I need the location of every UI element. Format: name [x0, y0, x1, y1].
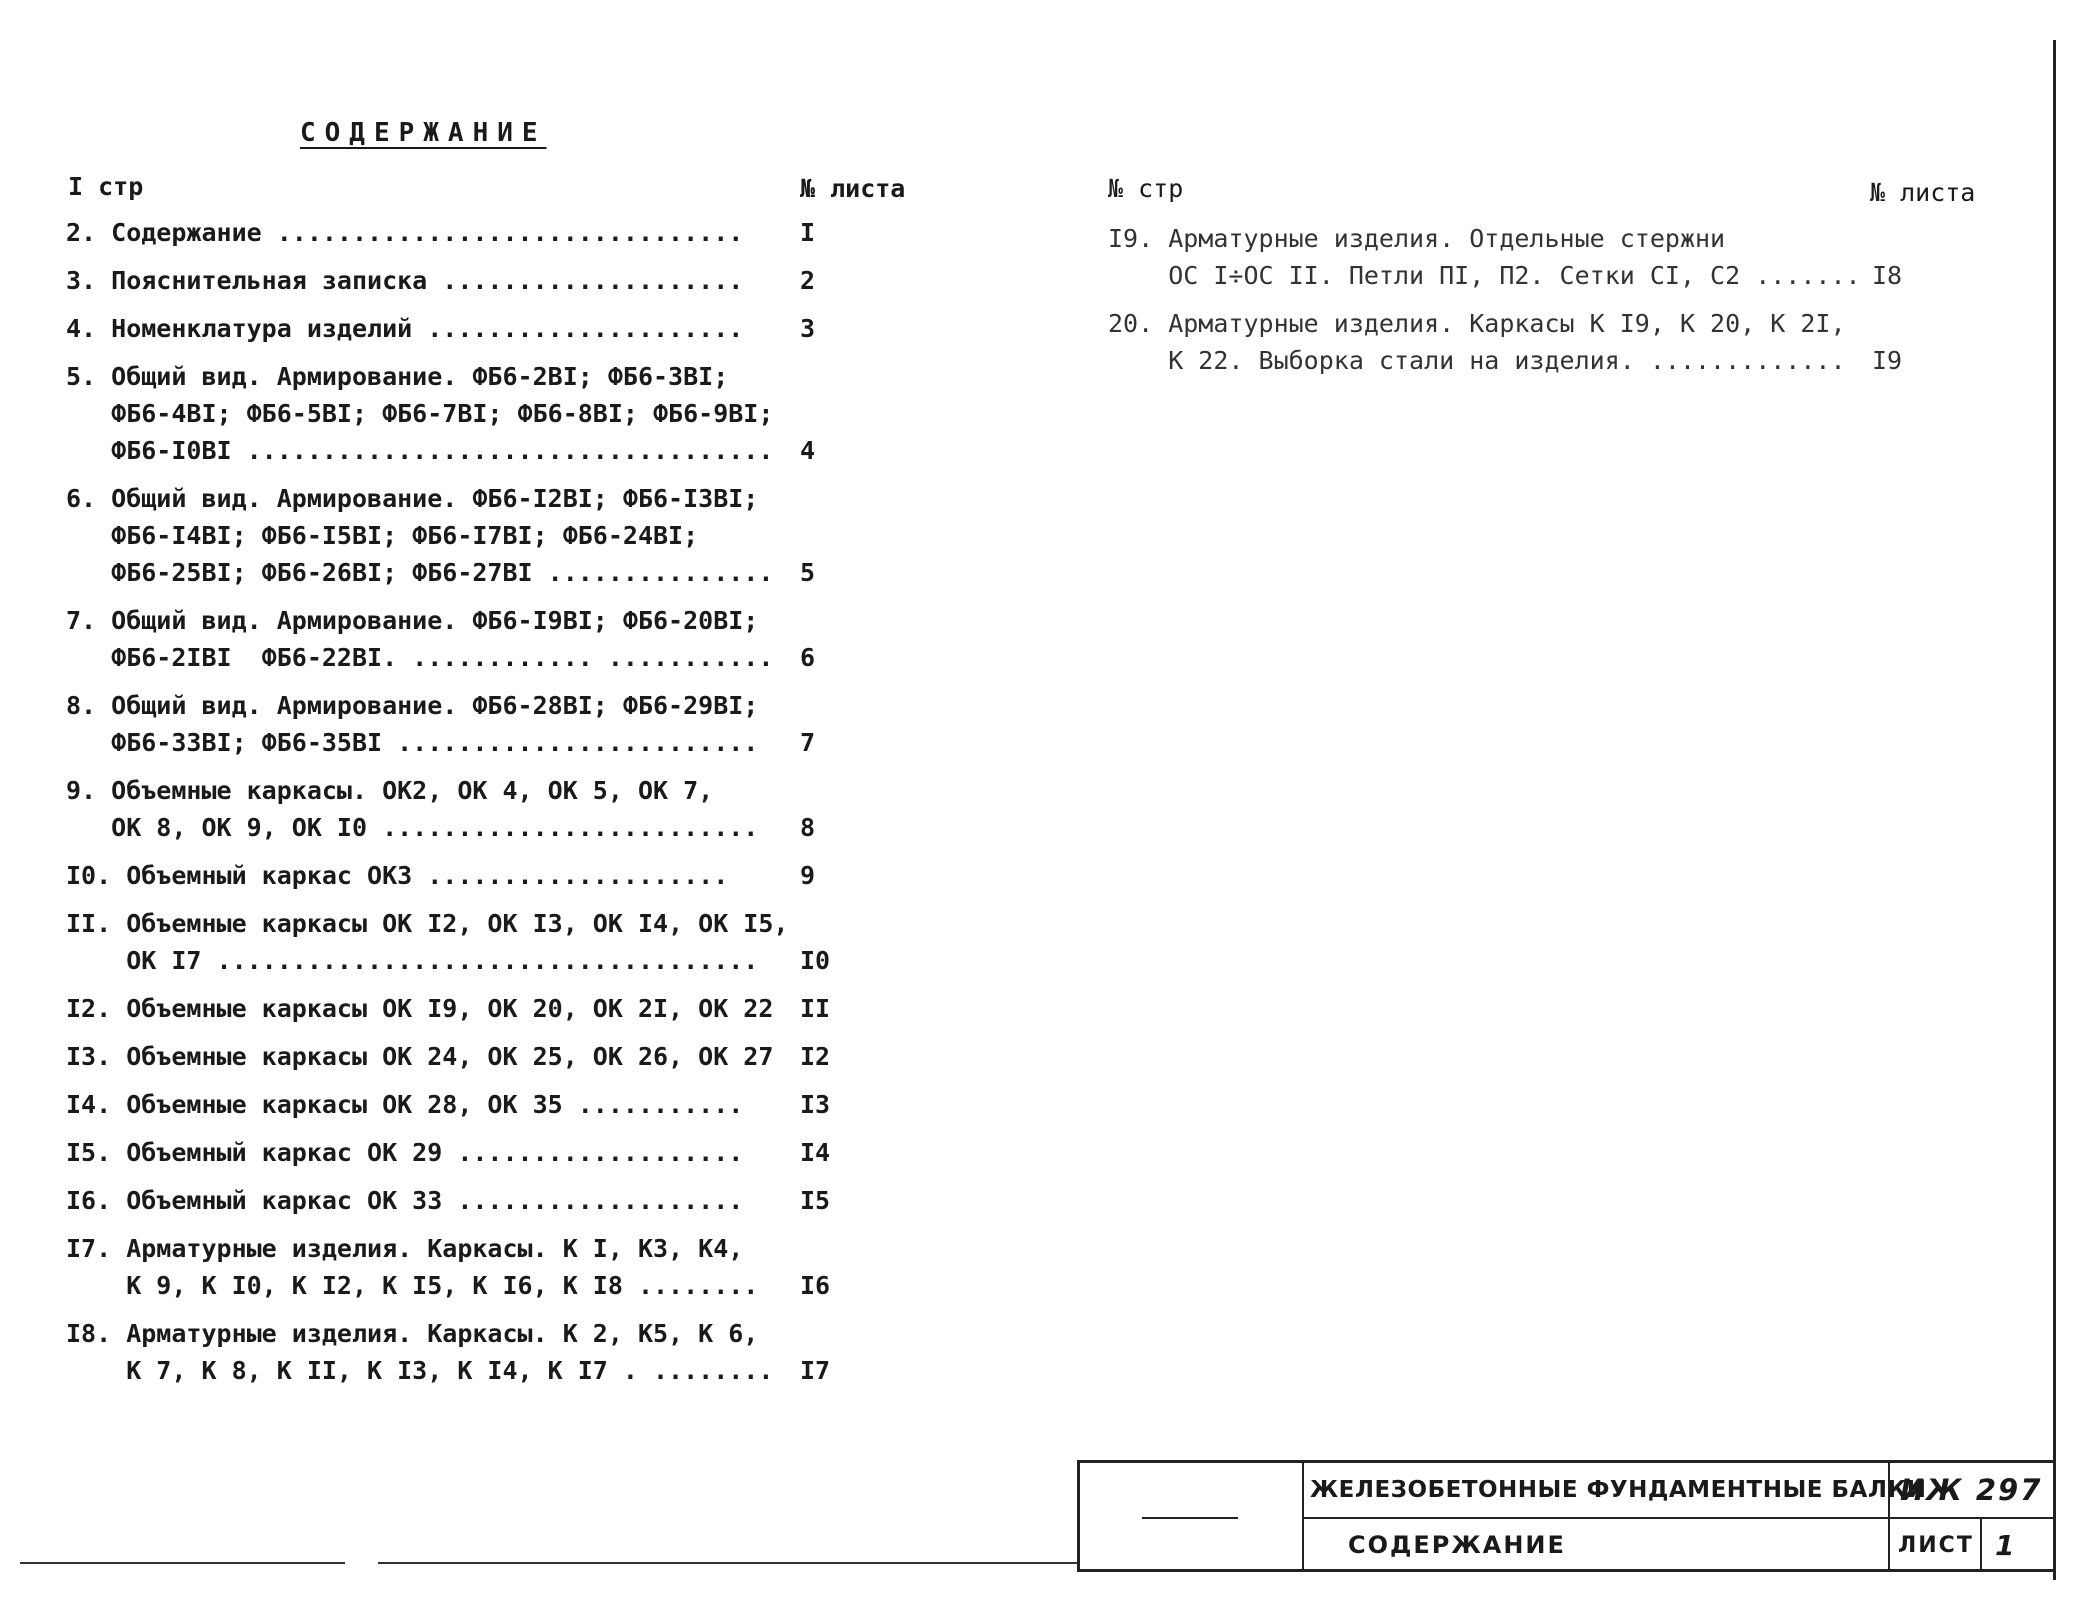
contents-entry-title: I2. Объемные каркасы ОК I9, ОК 20, ОК 2I, ОК 22 [66, 994, 774, 1023]
contents-entry-sheet-number: 7 [800, 728, 816, 757]
contents-entry-sheet-number: I9 [1872, 346, 1903, 375]
contents-entry-sheet-number: II [800, 994, 831, 1023]
contents-entry-title: I9. Арматурные изделия. Отдельные стержни ОС I÷ОС II. Петли ПI, П2. Сетки СI, С2 ....... [1108, 224, 1861, 290]
contents-entry [66, 1315, 860, 1389]
title-block [1077, 1460, 2053, 1572]
contents-entry-title: 4. Номенклатура изделий ..................... [66, 314, 744, 343]
contents-entry-title: 7. Общий вид. Армирование. ФБ6-I9ВI; ФБ6-20ВI; ФБ6-2IВI ФБ6-22ВI. ............ ........... [66, 606, 774, 672]
contents-entry-sheet-number: 3 [800, 314, 816, 343]
contents-entry-sheet-number: 5 [800, 558, 816, 587]
right-header-sheet-number: № листа [1870, 178, 1976, 207]
contents-entry-sheet-number: I7 [800, 1356, 831, 1385]
page-title: СОДЕРЖАНИЕ [300, 118, 547, 148]
contents-entry [66, 1134, 860, 1171]
contents-entry-sheet-number: 8 [800, 813, 816, 842]
contents-entry-title: I5. Объемный каркас ОК 29 ................... [66, 1138, 744, 1167]
contents-entry-sheet-number: 6 [800, 643, 816, 672]
contents-entry [66, 1230, 860, 1304]
title-block-sheet-label: ЛИСТ [1898, 1533, 1974, 1558]
contents-entry [66, 1038, 860, 1075]
contents-entry-title: 5. Общий вид. Армирование. ФБ6-2ВI; ФБ6-3ВI; ФБ6-4ВI; ФБ6-5ВI; ФБ6-7ВI; ФБ6-8ВI; ФБ6-9ВI; ФБ6-I0ВI ................................... [66, 362, 774, 465]
title-block-sheet-title: СОДЕРЖАНИЕ [1348, 1531, 1566, 1559]
contents-entry-title: 6. Общий вид. Армирование. ФБ6-I2ВI; ФБ6-I3ВI; ФБ6-I4ВI; ФБ6-I5ВI; ФБ6-I7ВI; ФБ6-24ВI; ФБ6-25ВI; ФБ6-26ВI; ФБ6-27ВI ............... [66, 484, 774, 587]
contents-entry [66, 990, 860, 1027]
contents-entry-title: I4. Объемные каркасы ОК 28, ОК 35 ........... [66, 1090, 744, 1119]
contents-entry [66, 262, 860, 299]
title-block-project-name: ЖЕЛЕЗОБЕТОННЫЕ ФУНДАМЕНТНЫЕ БАЛКИ [1310, 1477, 1927, 1503]
contents-entry-sheet-number: 4 [800, 436, 816, 465]
contents-entry-sheet-number: I3 [800, 1090, 831, 1119]
contents-entry-title: 3. Пояснительная записка .................... [66, 266, 744, 295]
contents-entry [1108, 220, 1932, 294]
contents-entry-title: I6. Объемный каркас ОК 33 ................... [66, 1186, 744, 1215]
contents-entry-title: I8. Арматурные изделия. Каркасы. К 2, К5, К 6, К 7, К 8, К II, К I3, К I4, К I7 . ........ [66, 1319, 774, 1385]
title-block-blank-dash [1142, 1517, 1238, 1519]
contents-entry-sheet-number: I6 [800, 1271, 831, 1300]
contents-entry-sheet-number: I [800, 218, 816, 247]
contents-entry-title: 2. Содержание ............................... [66, 218, 744, 247]
contents-entry-sheet-number: I0 [800, 946, 831, 975]
title-block-sheet-number: 1 [1995, 1529, 2015, 1562]
contents-entry [66, 1182, 860, 1219]
title-block-divider-1 [1302, 1463, 1304, 1569]
left-header-page-number: I стр [68, 172, 144, 201]
contents-entry-sheet-number: I8 [1872, 261, 1903, 290]
title-block-code: ИЖ 297 [1900, 1473, 2043, 1507]
left-header-sheet-number: № листа [800, 174, 906, 203]
title-block-divider-3 [1980, 1519, 1982, 1572]
contents-entry [66, 1086, 860, 1123]
contents-entry-title: I3. Объемные каркасы ОК 24, ОК 25, ОК 26, ОК 27 [66, 1042, 774, 1071]
contents-entry-sheet-number: I5 [800, 1186, 831, 1215]
right-header-page-number: № стр [1108, 174, 1184, 203]
contents-entry [66, 480, 860, 591]
frame-bottom-line-middle [378, 1562, 1078, 1564]
title-block-row-divider [1302, 1517, 2056, 1519]
contents-entry [66, 772, 860, 846]
contents-entry [1108, 305, 1932, 379]
contents-entry [66, 358, 860, 469]
contents-entry [66, 602, 860, 676]
contents-entry-title: I0. Объемный каркас ОК3 .................... [66, 861, 729, 890]
contents-entry-title: 8. Общий вид. Армирование. ФБ6-28ВI; ФБ6-29ВI; ФБ6-33ВI; ФБ6-35ВI ........................ [66, 691, 759, 757]
contents-entry-title: 20. Арматурные изделия. Каркасы К I9, К 20, К 2I, К 22. Выборка стали на изделия. ............. [1108, 309, 1846, 375]
contents-entry-sheet-number: I4 [800, 1138, 831, 1167]
contents-entry-sheet-number: 9 [800, 861, 816, 890]
contents-entry-sheet-number: I2 [800, 1042, 831, 1071]
contents-entry [66, 857, 860, 894]
contents-entry [66, 905, 860, 979]
contents-entry-title: 9. Объемные каркасы. ОК2, ОК 4, ОК 5, ОК 7, ОК 8, ОК 9, ОК I0 ......................... [66, 776, 759, 842]
contents-entry-sheet-number: 2 [800, 266, 816, 295]
contents-entry [66, 310, 860, 347]
contents-entry [66, 687, 860, 761]
frame-right-border [2053, 40, 2056, 1580]
contents-entry [66, 214, 860, 251]
contents-entry-title: II. Объемные каркасы ОК I2, ОК I3, ОК I4, ОК I5, ОК I7 .................................... [66, 909, 789, 975]
frame-bottom-line-left [20, 1562, 345, 1564]
contents-entry-title: I7. Арматурные изделия. Каркасы. К I, К3, К4, К 9, К I0, К I2, К I5, К I6, К I8 ........ [66, 1234, 759, 1300]
